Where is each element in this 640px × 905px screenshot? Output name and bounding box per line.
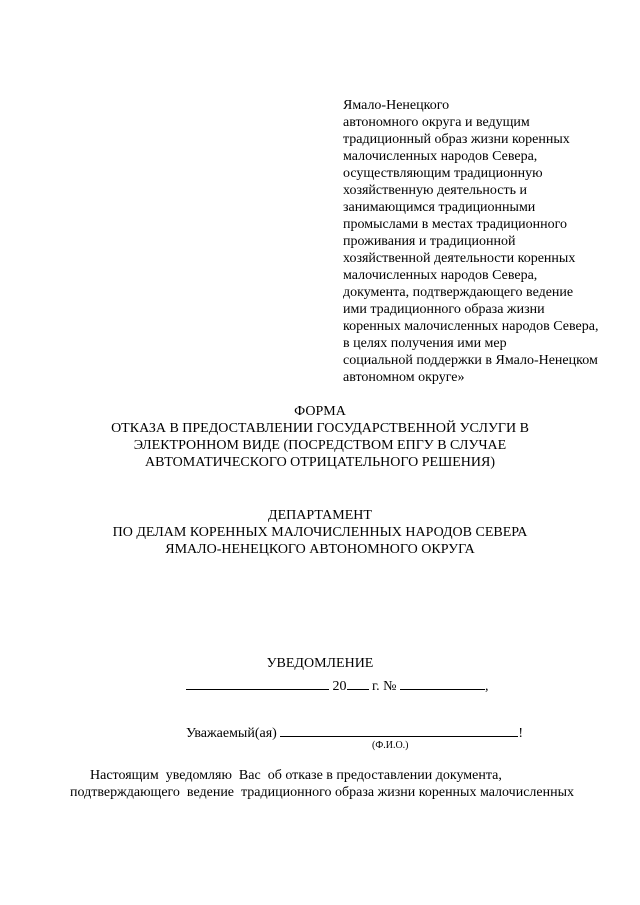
notice-title	[0, 655, 640, 672]
date-year-suffix: г. №	[368, 679, 401, 694]
form-title-line: АВТОМАТИЧЕСКОГО ОТРИЦАТЕЛЬНОГО РЕШЕНИЯ)	[145, 455, 495, 470]
addressee-line: занимающимся традиционными	[343, 200, 536, 215]
addressee-line: социальной поддержки в Ямало-Ненецком	[343, 353, 598, 368]
department-heading	[0, 507, 640, 558]
date-year-prefix: 20	[332, 679, 347, 694]
addressee-line: в целях получения ими мер	[343, 336, 507, 351]
addressee-line: традиционный образ жизни коренных	[343, 132, 570, 147]
addressee-line: малочисленных народов Севера,	[343, 149, 538, 164]
addressee-block	[343, 97, 633, 386]
addressee-line: ими традиционного образа жизни	[343, 302, 545, 317]
form-title-line: ЭЛЕКТРОННОМ ВИДЕ (ПОСРЕДСТВОМ ЕПГУ В СЛУЧАЕ	[133, 438, 507, 453]
notice-title-text: УВЕДОМЛЕНИЕ	[266, 656, 374, 671]
body-line: подтверждающего ведение традиционного образа жизни коренных малочисленных	[70, 785, 575, 800]
addressee-line: автономного округа и ведущим	[343, 115, 530, 130]
form-title-line: ОТКАЗА В ПРЕДОСТАВЛЕНИИ ГОСУДАРСТВЕННОЙ УСЛУГИ В	[111, 421, 529, 436]
notice-date-number-line	[186, 676, 489, 695]
body-line: Настоящим уведомляю Вас об отказе в предоставлении документа,	[90, 768, 502, 783]
department-line: ДЕПАРТАМЕНТ	[268, 508, 372, 523]
addressee-line: промыслами в местах традиционного	[343, 217, 567, 232]
addressee-line: коренных малочисленных народов Севера,	[343, 319, 599, 334]
addressee-line: осуществляющим традиционную	[343, 166, 543, 181]
form-title	[0, 403, 640, 471]
addressee-line: проживания и традиционной	[343, 234, 516, 249]
addressee-line: хозяйственную деятельность и	[343, 183, 527, 198]
addressee-line: документа, подтверждающего ведение	[343, 285, 574, 300]
addressee-line: малочисленных народов Севера,	[343, 268, 538, 283]
addressee-line: автономном округе»	[343, 370, 465, 385]
body-text	[70, 767, 615, 801]
form-title-line: ФОРМА	[294, 404, 346, 419]
date-line-end: ,	[485, 679, 489, 694]
fio-caption: (Ф.И.О.)	[372, 740, 409, 751]
department-line: ЯМАЛО-НЕНЕЦКОГО АВТОНОМНОГО ОКРУГА	[165, 542, 475, 557]
salutation-line	[186, 723, 523, 742]
addressee-line: хозяйственной деятельности коренных	[343, 251, 576, 266]
salutation-label: Уважаемый(ая)	[186, 726, 281, 741]
addressee-line: Ямало-Ненецкого	[343, 98, 450, 113]
fio-blank-field[interactable]	[280, 723, 518, 737]
number-blank-field[interactable]	[400, 676, 485, 690]
date-blank-field[interactable]	[186, 676, 329, 690]
year-blank-field[interactable]	[347, 676, 369, 690]
department-line: ПО ДЕЛАМ КОРЕННЫХ МАЛОЧИСЛЕННЫХ НАРОДОВ СЕВЕРА	[112, 525, 528, 540]
salutation-end: !	[518, 726, 523, 741]
